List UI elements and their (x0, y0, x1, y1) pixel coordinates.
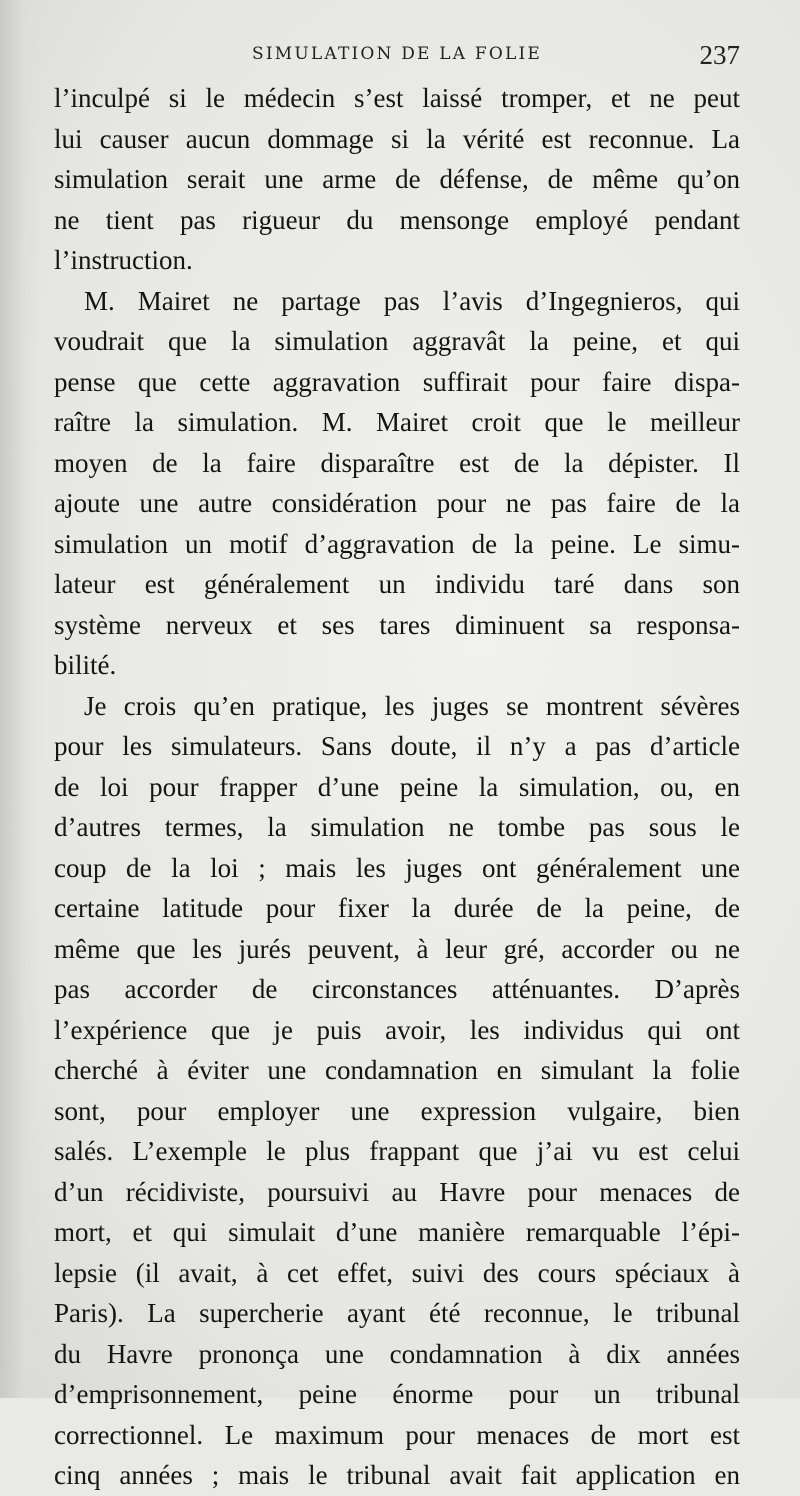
text-line: d’autres termes, la simulation ne tombe pas sous le (54, 812, 740, 842)
text-line: d’emprisonnement, peine énorme pour un tribunal (54, 1379, 740, 1409)
text-line: de loi pour frapper d’une peine la simulation, ou, en (54, 771, 740, 802)
text-line: cherché à éviter une condamnation en simulant la folie (54, 1055, 740, 1085)
text-line: système nerveux et ses tares diminuent sa responsa- (54, 609, 740, 640)
text-line: pas accorder de circonstances atténuantes. D’après (54, 974, 740, 1004)
text-line: lateur est généralement un individu taré dans son (54, 569, 740, 599)
text-line: ajoute une autre considération pour ne pas faire de la (54, 488, 740, 518)
text-line: simulation un motif d’aggravation de la peine. Le simu- (54, 528, 740, 559)
text-line: du Havre prononça une condamnation à dix années (54, 1338, 740, 1369)
text-line: l’inculpé si le médecin s’est laissé tromper, et ne peut (54, 83, 740, 113)
text-line: voudrait que la simulation aggravât la peine, et qui (54, 326, 740, 356)
text-line: cinq années ; mais le tribunal avait fait application en (54, 1460, 740, 1490)
text-line: l’instruction. (54, 245, 193, 275)
text-line: certaine latitude pour fixer la durée de la peine, de (54, 893, 740, 923)
page-header (54, 40, 740, 74)
text-line: mort, et qui simulait d’une manière remarquable l’épi- (54, 1217, 740, 1247)
body-text (54, 78, 740, 1496)
text-line: d’un récidiviste, poursuivi au Havre pour menaces de (54, 1176, 740, 1207)
text-line: l’expérience que je puis avoir, les individus qui ont (54, 1014, 740, 1045)
text-line: Je crois qu’en pratique, les juges se montrent sévères (84, 690, 740, 721)
text-line: pour les simulateurs. Sans doute, il n’y a pas d’article (54, 731, 740, 761)
text-line: lui causer aucun dommage si la vérité est reconnue. La (54, 123, 740, 154)
text-line: bilité. (54, 650, 117, 680)
text-line: M. Mairet ne partage pas l’avis d’Ingegnieros, qui (84, 285, 740, 316)
text-line: lepsie (il avait, à cet effet, suivi des cours spéciaux à (54, 1257, 740, 1288)
binding-shadow (0, 0, 42, 1398)
text-line: simulation serait une arme de défense, de même qu’on (54, 164, 740, 194)
text-line: raître la simulation. M. Mairet croit que le meilleur (54, 407, 740, 437)
text-line: même que les jurés peuvent, à leur gré, accorder ou ne (54, 933, 740, 964)
text-line: correctionnel. Le maximum pour menaces de mort est (54, 1419, 740, 1450)
text-line: pense que cette aggravation suffirait pour faire dispa- (54, 366, 740, 397)
running-title: SIMULATION DE LA FOLIE (252, 44, 542, 64)
text-line: Paris). La supercherie ayant été reconnue, le tribunal (54, 1298, 740, 1328)
text-line: salés. L’exemple le plus frappant que j’ai vu est celui (54, 1136, 740, 1166)
text-line: sont, pour employer une expression vulgaire, bien (54, 1095, 740, 1126)
page-number: 237 (699, 40, 740, 70)
text-line: moyen de la faire disparaître est de la dépister. Il (54, 447, 740, 478)
text-line: coup de la loi ; mais les juges ont généralement une (54, 852, 740, 883)
text-line: ne tient pas rigueur du mensonge employé pendant (54, 204, 740, 235)
